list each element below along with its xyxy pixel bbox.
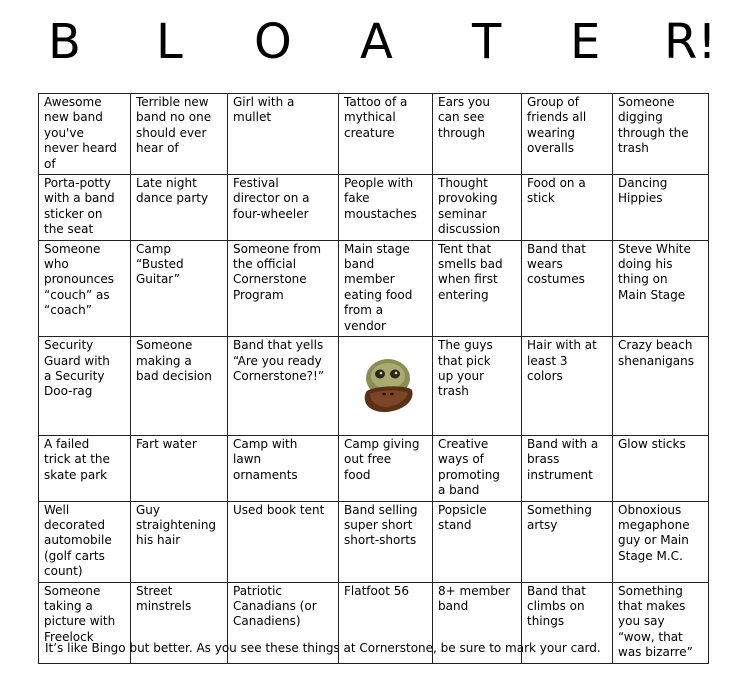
grid-cell[interactable]: Dancing Hippies [613, 175, 709, 241]
grid-cell[interactable]: Tent that smells bad when first entering [433, 240, 522, 336]
grid-cell[interactable]: Steve White doing his thing on Main Stage [613, 240, 709, 336]
grid-cell[interactable]: Something that makes you say “wow, that was bizarre” [613, 582, 709, 663]
grid-cell[interactable]: The guys that pick up your trash [433, 337, 522, 436]
footer-note: It’s like Bingo but better. As you see these things at Cornerstone, be sure to mark your card. [45, 641, 601, 655]
grid-cell[interactable]: Creative ways of promoting a band [433, 435, 522, 501]
bingo-grid [38, 93, 709, 664]
title-letter: E [570, 14, 601, 70]
grid-cell[interactable]: Girl with a mullet [228, 94, 339, 175]
grid-cell[interactable]: Thought provoking seminar discussion [433, 175, 522, 241]
grid-cell[interactable]: Street minstrels [131, 582, 228, 663]
title-letter: A [360, 14, 393, 70]
grid-cell[interactable]: Group of friends all wearing overalls [522, 94, 613, 175]
grid-cell[interactable]: Flatfoot 56 [339, 582, 433, 663]
grid-cell[interactable]: Someone who pronounces “couch” as “coach” [39, 240, 131, 336]
grid-cell[interactable]: Camp “Busted Guitar” [131, 240, 228, 336]
grid-cell[interactable]: Used book tent [228, 501, 339, 582]
grid-cell[interactable]: Something artsy [522, 501, 613, 582]
grid-cell[interactable]: Camp with lawn ornaments [228, 435, 339, 501]
grid-row [39, 501, 709, 582]
grid-cell[interactable]: Patriotic Canadians (or Canadiens) [228, 582, 339, 663]
grid-cell[interactable]: Hair with at least 3 colors [522, 337, 613, 436]
grid-cell[interactable]: Main stage band member eating food from a vendor [339, 240, 433, 336]
grid-cell[interactable]: Tattoo of a mythical creature [339, 94, 433, 175]
grid-row [39, 435, 709, 501]
grid-cell[interactable]: A failed trick at the skate park [39, 435, 131, 501]
grid-cell[interactable]: Well decorated automobile (golf carts count) [39, 501, 131, 582]
grid-cell[interactable]: People with fake moustaches [339, 175, 433, 241]
grid-cell[interactable]: Band selling super short short-shorts [339, 501, 433, 582]
grid-cell[interactable]: Someone taking a picture with Freelock [39, 582, 131, 663]
title-letter: L [156, 14, 183, 70]
grid-cell[interactable]: Glow sticks [613, 435, 709, 501]
grid-cell[interactable]: Camp giving out free food [339, 435, 433, 501]
grid-row [39, 337, 709, 436]
grid-cell[interactable]: Someone digging through the trash [613, 94, 709, 175]
title-letter: R! [664, 14, 717, 70]
grid-cell[interactable]: Guy straightening his hair [131, 501, 228, 582]
grid-cell[interactable]: Band with a brass instrument [522, 435, 613, 501]
grid-cell[interactable]: Crazy beach shenanigans [613, 337, 709, 436]
grid-cell[interactable]: Food on a stick [522, 175, 613, 241]
title [28, 12, 718, 76]
grid-cell[interactable]: Security Guard with a Security Doo-rag [39, 337, 131, 436]
grid-cell[interactable]: 8+ member band [433, 582, 522, 663]
title-letter: T [472, 14, 502, 70]
grid-cell[interactable]: Ears you can see through [433, 94, 522, 175]
platypus-mascot-icon [357, 354, 417, 418]
grid-cell[interactable]: Band that wears costumes [522, 240, 613, 336]
title-letter: O [254, 14, 292, 70]
grid-cell[interactable]: Porta-potty with a band sticker on the seat [39, 175, 131, 241]
grid-row [39, 175, 709, 241]
grid-row [39, 94, 709, 175]
grid-cell[interactable]: Terrible new band no one should ever hear of [131, 94, 228, 175]
title-letter: B [48, 14, 81, 70]
grid-cell[interactable]: Someone from the official Cornerstone Program [228, 240, 339, 336]
grid-cell[interactable]: Someone making a bad decision [131, 337, 228, 436]
grid-cell[interactable]: Festival director on a four-wheeler [228, 175, 339, 241]
grid-cell[interactable]: Fart water [131, 435, 228, 501]
grid-cell[interactable]: Obnoxious megaphone guy or Main Stage M.C. [613, 501, 709, 582]
grid-cell[interactable]: Band that yells “Are you ready Cornerstone?!” [228, 337, 339, 436]
grid-cell[interactable]: Late night dance party [131, 175, 228, 241]
free-space-mascot-cell[interactable] [339, 337, 433, 436]
grid-row [39, 240, 709, 336]
grid-cell[interactable]: Awesome new band you've never heard of [39, 94, 131, 175]
grid-cell[interactable]: Band that climbs on things [522, 582, 613, 663]
grid-cell[interactable]: Popsicle stand [433, 501, 522, 582]
